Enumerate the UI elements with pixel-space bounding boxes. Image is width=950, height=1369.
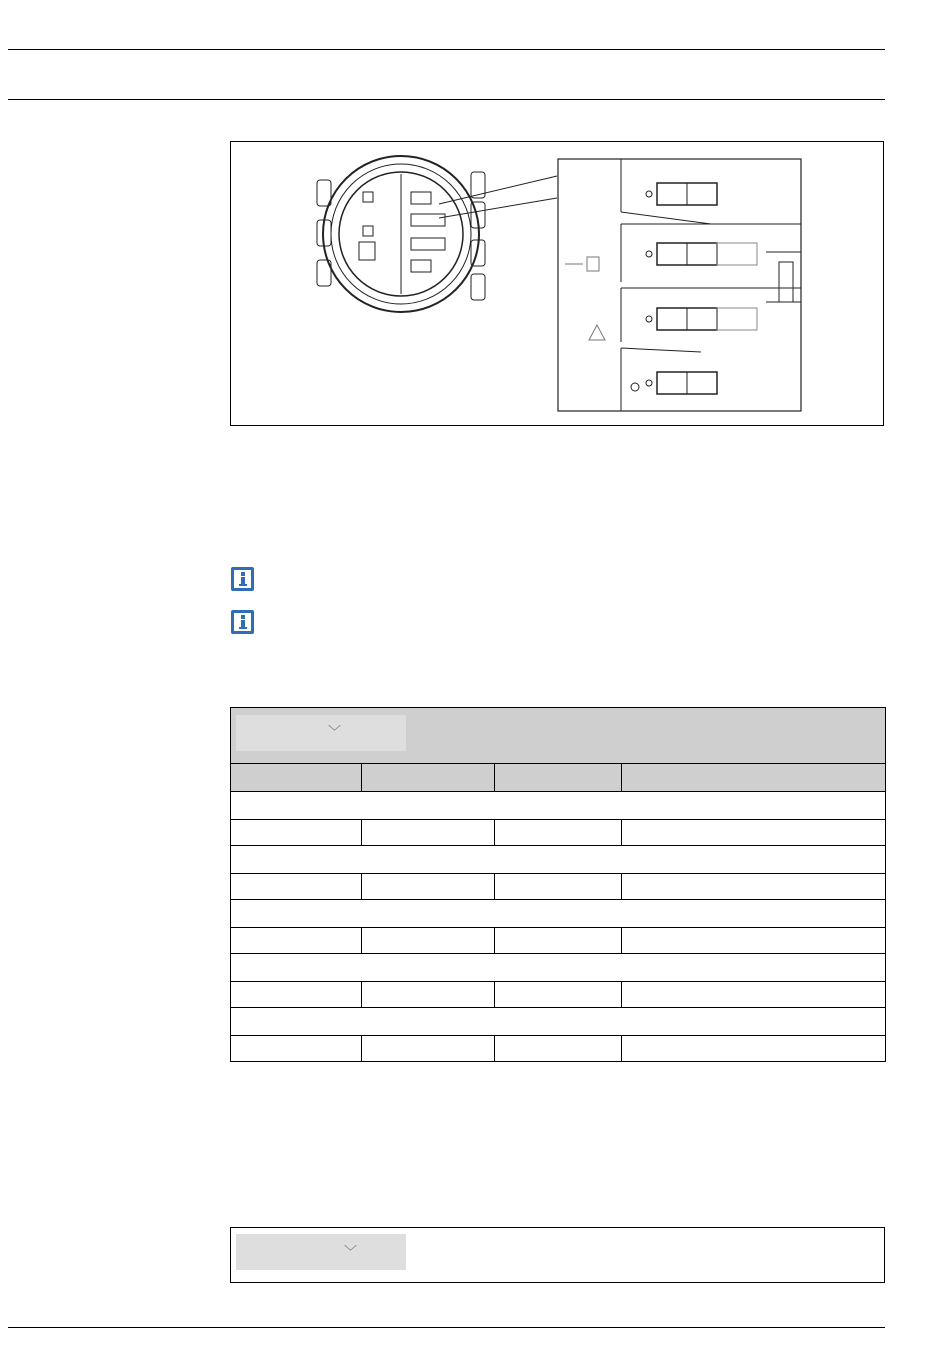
- chevron-down-icon: ﹀: [328, 724, 342, 739]
- housing-diagram: [231, 142, 885, 427]
- table-row: [231, 874, 886, 900]
- table-row: [231, 820, 886, 846]
- info-icon: [231, 610, 254, 634]
- table-cell: [495, 874, 622, 900]
- table-cell: [231, 820, 362, 846]
- table-cell: [362, 874, 495, 900]
- table-group-row: [231, 1008, 886, 1036]
- table-cell: [231, 874, 362, 900]
- group-cell: [231, 846, 886, 874]
- table-row: [231, 928, 886, 954]
- top-rule: [8, 49, 885, 50]
- table-cell: [495, 928, 622, 954]
- column-header: [495, 764, 622, 792]
- group-cell: [231, 1008, 886, 1036]
- column-header: [362, 764, 495, 792]
- table-title-row: [231, 708, 886, 764]
- info-icon: [231, 567, 254, 591]
- table-cell: [622, 1036, 886, 1062]
- footer-rule: [8, 1327, 885, 1328]
- table-row: [231, 982, 886, 1008]
- table-group-row: [231, 846, 886, 874]
- table-cell: [622, 874, 886, 900]
- table-row: [231, 1036, 886, 1062]
- table-cell: [495, 1036, 622, 1062]
- table-cell: [622, 928, 886, 954]
- table-group-row: [231, 792, 886, 820]
- header-rule: [8, 99, 885, 100]
- terminal-assignment-table: [230, 707, 885, 1062]
- table-cell: [362, 820, 495, 846]
- table-cell: [362, 1036, 495, 1062]
- chevron-down-icon: ﹀: [344, 1244, 358, 1259]
- table-cell: [622, 982, 886, 1008]
- table-group-row: [231, 954, 886, 982]
- variant-selector[interactable]: [236, 715, 406, 751]
- table-cell: [622, 820, 886, 846]
- table-title-cell: [231, 708, 886, 764]
- table-cell: [362, 928, 495, 954]
- column-header: [231, 764, 362, 792]
- selector-box: [230, 1227, 885, 1283]
- group-cell: [231, 900, 886, 928]
- table-cell: [362, 982, 495, 1008]
- variant-selector[interactable]: [236, 1234, 406, 1270]
- group-cell: [231, 792, 886, 820]
- table-cell: [231, 928, 362, 954]
- table-cell: [495, 820, 622, 846]
- column-header: [622, 764, 886, 792]
- table-header-row: [231, 764, 886, 792]
- table-cell: [231, 982, 362, 1008]
- table-cell: [495, 982, 622, 1008]
- terminal-figure: [230, 141, 884, 426]
- group-cell: [231, 954, 886, 982]
- table-cell: [231, 1036, 362, 1062]
- table-group-row: [231, 900, 886, 928]
